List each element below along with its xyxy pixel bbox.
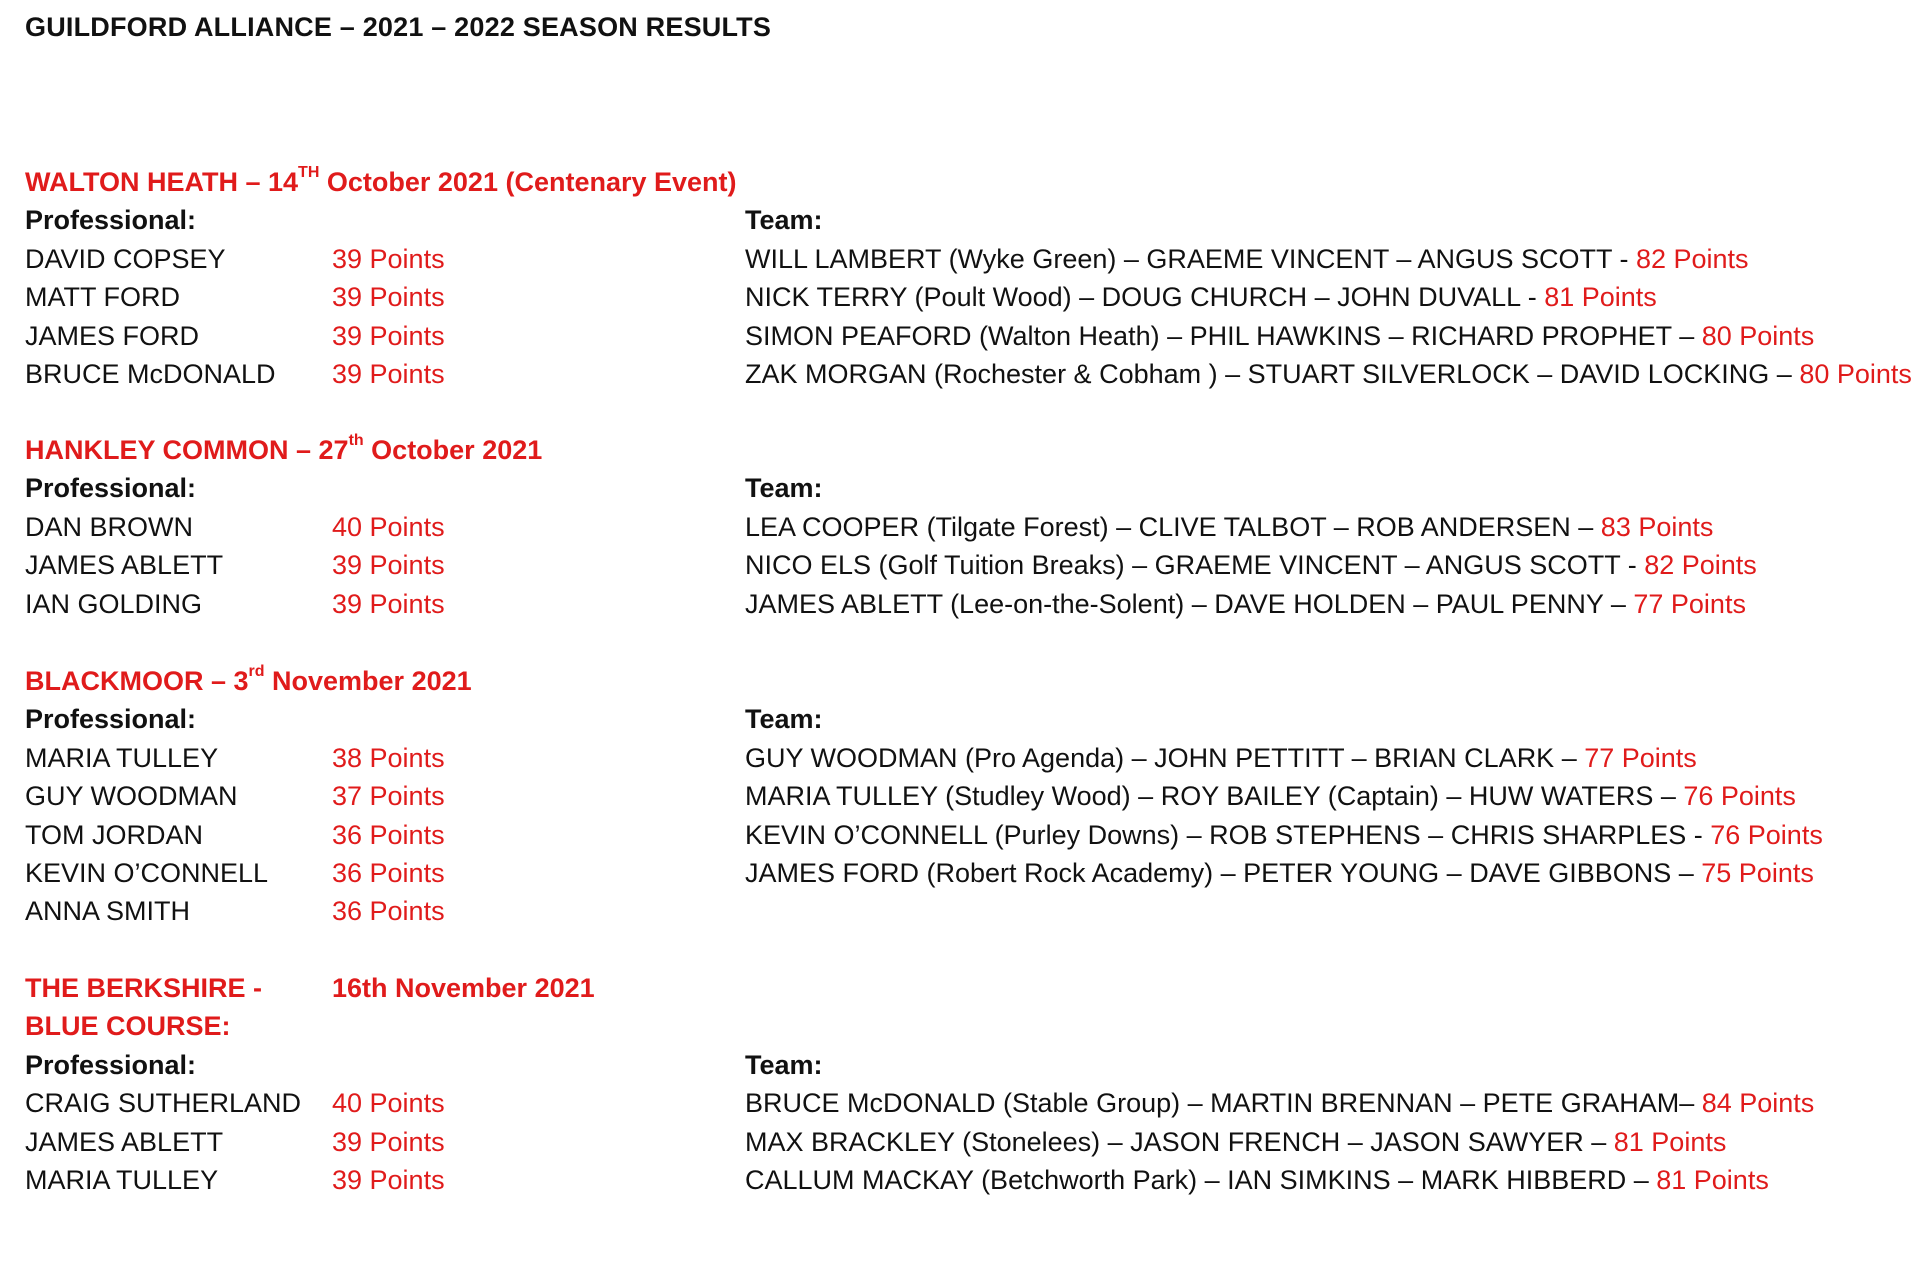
team-members: MAX BRACKLEY (Stonelees) – JASON FRENCH – JASON SAWYER – [745,1127,1614,1157]
professional-name: JAMES ABLETT [25,1127,224,1157]
heading-ordinal: th [348,432,364,449]
heading-text: November 2021 [264,666,472,696]
team-points: 76 Points [1710,820,1823,850]
event-heading [25,662,472,700]
professional-label: Professional: [25,1050,197,1080]
professional-name: BRUCE McDONALD [25,359,276,389]
team-points: 80 Points [1799,359,1912,389]
team-result [745,508,1713,546]
team-label: Team: [745,205,823,235]
team-points: 77 Points [1633,589,1746,619]
team-points: 80 Points [1701,321,1815,351]
team-result [745,816,1823,854]
team-result [745,585,1746,623]
team-result [745,546,1757,584]
professional-points: 39 Points [332,321,445,351]
professional-name: DAN BROWN [25,512,193,542]
professional-points: 36 Points [332,858,445,888]
team-members: NICK TERRY (Poult Wood) – DOUG CHURCH – JOHN DUVALL - [745,282,1545,312]
event-heading [25,431,542,469]
page-title: GUILDFORD ALLIANCE – 2021 – 2022 SEASON RESULTS [25,12,772,42]
team-points: 76 Points [1683,781,1796,811]
professional-name: MATT FORD [25,282,180,312]
team-result [745,777,1796,815]
team-members: ZAK MORGAN (Rochester & Cobham ) – STUART SILVERLOCK – DAVID LOCKING – [745,359,1800,389]
heading-text: HANKLEY COMMON – 27 [25,435,349,465]
professional-label: Professional: [25,205,197,235]
team-members: NICO ELS (Golf Tuition Breaks) – GRAEME VINCENT – ANGUS SCOTT - [745,550,1645,580]
team-points: 81 Points [1544,282,1657,312]
team-result [745,1123,1726,1161]
professional-points: 40 Points [332,1088,445,1118]
team-members: GUY WOODMAN (Pro Agenda) – JOHN PETTITT – BRIAN CLARK – [745,743,1585,773]
team-result [745,854,1814,892]
team-points: 82 Points [1644,550,1757,580]
professional-points: 39 Points [332,359,445,389]
team-result [745,1084,1814,1122]
heading-text: October 2021 (Centenary Event) [319,167,737,197]
professional-points: 39 Points [332,550,445,580]
professional-name: IAN GOLDING [25,589,203,619]
event-date: 16th November 2021 [332,973,595,1003]
team-result [745,1161,1769,1199]
professional-points: 39 Points [332,589,445,619]
professional-name: MARIA TULLEY [25,743,219,773]
team-members: JAMES ABLETT (Lee-on-the-Solent) – DAVE HOLDEN – PAUL PENNY – [745,589,1634,619]
professional-points: 36 Points [332,896,445,926]
professional-label: Professional: [25,704,197,734]
team-members: CALLUM MACKAY (Betchworth Park) – IAN SIMKINS – MARK HIBBERD – [745,1165,1657,1195]
team-members: WILL LAMBERT (Wyke Green) – GRAEME VINCENT – ANGUS SCOTT - [745,244,1636,274]
professional-name: DAVID COPSEY [25,244,226,274]
professional-label: Professional: [25,473,197,503]
team-points: 81 Points [1613,1127,1727,1157]
team-members: KEVIN O’CONNELL (Purley Downs) – ROB STEPHENS – CHRIS SHARPLES - [745,820,1711,850]
professional-name: TOM JORDAN [25,820,204,850]
professional-points: 36 Points [332,820,445,850]
team-points: 77 Points [1584,743,1697,773]
team-members: SIMON PEAFORD (Walton Heath) – PHIL HAWKINS – RICHARD PROPHET – [745,321,1702,351]
professional-name: JAMES FORD [25,321,200,351]
team-points: 81 Points [1656,1165,1769,1195]
professional-points: 37 Points [332,781,445,811]
heading-text: WALTON HEATH – 14 [25,167,299,197]
team-members: JAMES FORD (Robert Rock Academy) – PETER YOUNG – DAVE GIBBONS – [745,858,1702,888]
team-result [745,240,1749,278]
professional-points: 39 Points [332,1127,445,1157]
team-label: Team: [745,704,823,734]
team-result [745,278,1657,316]
team-members: LEA COOPER (Tilgate Forest) – CLIVE TALBOT – ROB ANDERSEN – [745,512,1601,542]
professional-points: 38 Points [332,743,445,773]
heading-text: October 2021 [363,435,543,465]
heading-ordinal: TH [298,164,320,181]
professional-name: JAMES ABLETT [25,550,224,580]
team-points: 83 Points [1600,512,1714,542]
professional-points: 39 Points [332,1165,445,1195]
team-points: 75 Points [1701,858,1814,888]
professional-points: 39 Points [332,244,445,274]
professional-name: ANNA SMITH [25,896,191,926]
team-label: Team: [745,473,823,503]
team-result [745,739,1697,777]
heading-ordinal: rd [248,663,265,680]
professional-name: MARIA TULLEY [25,1165,219,1195]
professional-points: 39 Points [332,282,445,312]
professional-points: 40 Points [332,512,445,542]
professional-name: GUY WOODMAN [25,781,238,811]
team-result [745,355,1912,393]
event-heading-course: BLUE COURSE: [25,1011,231,1041]
team-points: 82 Points [1635,244,1749,274]
heading-text: BLACKMOOR – 3 [25,666,249,696]
professional-name: KEVIN O’CONNELL [25,858,269,888]
team-members: BRUCE McDONALD (Stable Group) – MARTIN BRENNAN – PETE GRAHAM– [745,1088,1702,1118]
professional-name: CRAIG SUTHERLAND [25,1088,302,1118]
event-heading [25,163,737,201]
event-heading: THE BERKSHIRE - [25,973,263,1003]
team-result [745,317,1814,355]
team-label: Team: [745,1050,823,1080]
team-points: 84 Points [1701,1088,1815,1118]
team-members: MARIA TULLEY (Studley Wood) – ROY BAILEY (Captain) – HUW WATERS – [745,781,1684,811]
